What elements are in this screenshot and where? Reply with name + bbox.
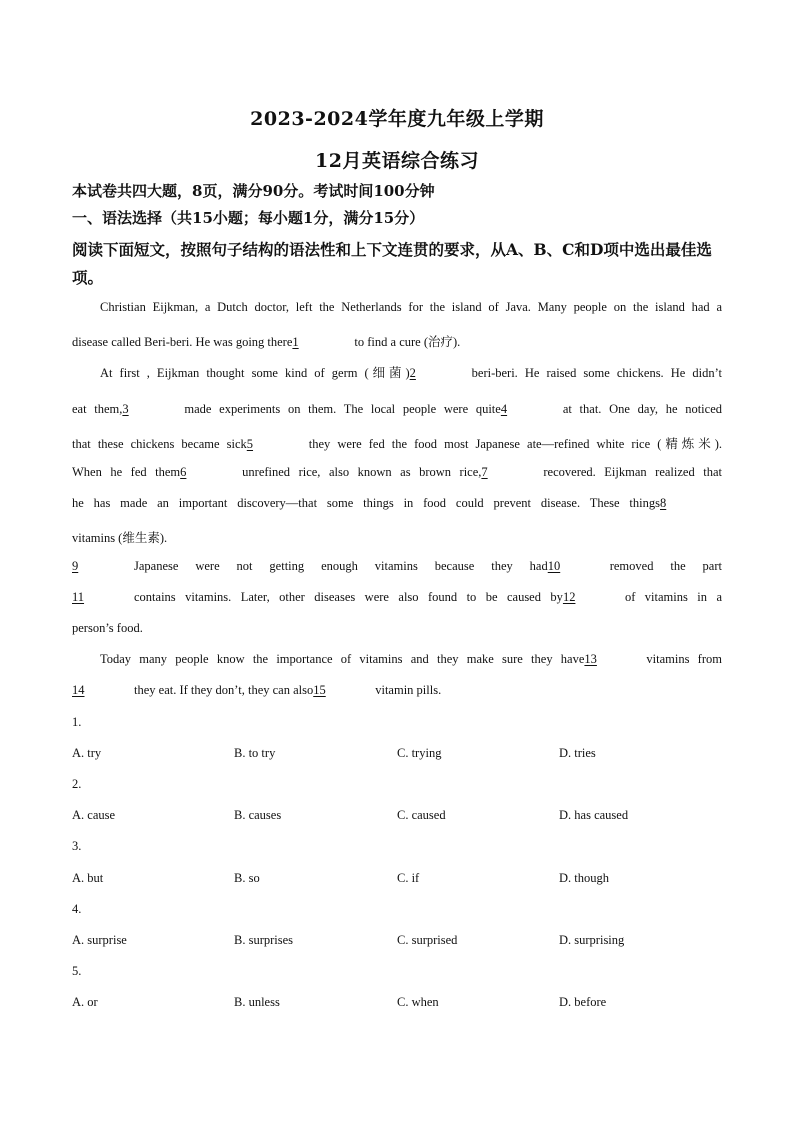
blank-6: 6 (180, 465, 187, 479)
question-4-option-a[interactable]: A. surprise (72, 933, 127, 947)
question-2-option-d[interactable]: D. has caused (559, 808, 629, 822)
blank-10: 10 (547, 559, 561, 573)
question-number: 3. (72, 839, 82, 853)
question-5-option-a[interactable]: A. or (72, 995, 98, 1009)
exam-info: 本试卷共四大题，8页，满分90分。考试时间100分钟 (72, 182, 435, 200)
passage-line: eat them,3 made experiments on them. The local people were quite4 at that. One day, he noticed (72, 402, 722, 416)
question-4-option-d[interactable]: D. surprising (559, 933, 625, 947)
question-number: 1. (72, 715, 82, 729)
question-3-option-d[interactable]: D. though (559, 871, 609, 885)
question-3-option-c[interactable]: C. if (397, 871, 420, 885)
passage-line: vitamins (维生素). (72, 531, 168, 545)
question-5-option-b[interactable]: B. unless (234, 995, 280, 1009)
blank-15: 15 (313, 683, 326, 697)
passage-line: 11 contains vitamins. Later, other diseases were also found to be caused by12 of vitamins in a (72, 590, 722, 604)
passage-line: person’s food. (72, 621, 143, 635)
question-2-option-a[interactable]: A. cause (72, 808, 116, 822)
question-number: 4. (72, 902, 82, 916)
blank-11: 11 (72, 590, 85, 604)
blank-9: 9 (72, 559, 79, 573)
passage-line: When he fed them6 unrefined rice, also known as brown rice,7 recovered. Eijkman realized that (72, 465, 722, 479)
question-4-option-c[interactable]: C. surprised (397, 933, 458, 947)
passage-line: 14 they eat. If they don’t, they can also15 vitamin pills. (72, 683, 442, 697)
question-1-option-b[interactable]: B. to try (234, 746, 276, 760)
blank-1: 1 (292, 335, 299, 349)
question-number: 2. (72, 777, 82, 791)
section-title: 一、语法选择（共15小题；每小题1分，满分15分） (72, 209, 425, 227)
passage-line: 9 Japanese were not getting enough vitamins because they had10 removed the part (72, 559, 722, 573)
passage-line: At first , Eijkman thought some kind of germ (细菌)2 beri-beri. He raised some chickens. He didn’t (100, 366, 723, 380)
question-5-option-c[interactable]: C. when (397, 995, 439, 1009)
passage-line: disease called Beri-beri. He was going there1 to find a cure (治疗). (72, 335, 461, 349)
blank-12: 12 (562, 590, 576, 604)
exam-title: 2023-2024学年度九年级上学期 (250, 108, 544, 130)
passage-line: Today many people know the importance of vitamins and they make sure they have13 vitamins from (100, 652, 722, 666)
question-4-option-b[interactable]: B. surprises (234, 933, 294, 947)
blank-4: 4 (500, 402, 508, 416)
question-2-option-c[interactable]: C. caused (397, 808, 446, 822)
blank-7: 7 (481, 465, 488, 479)
blank-8: 8 (660, 496, 667, 510)
question-3-option-b[interactable]: B. so (234, 871, 260, 885)
blank-3: 3 (122, 402, 129, 416)
passage-line: that these chickens became sick5 they were fed the food most Japanese ate—refined white rice (精炼米). (72, 437, 722, 451)
passage-line: he has made an important discovery—that some things in food could prevent disease. These things8 (72, 496, 722, 511)
question-number: 5. (72, 964, 82, 978)
blank-14: 14 (72, 683, 85, 697)
question-1-option-d[interactable]: D. tries (559, 746, 596, 760)
question-3-option-a[interactable]: A. but (72, 871, 104, 885)
question-1-option-a[interactable]: A. try (72, 746, 102, 760)
passage-line: Christian Eijkman, a Dutch doctor, left the Netherlands for the island of Java. Many people on the island had a (100, 300, 722, 314)
blank-2: 2 (409, 366, 416, 380)
exam-subtitle: 12月英语综合练习 (315, 150, 479, 172)
section-instructions: 阅读下面短文，按照句子结构的语法性和上下文连贯的要求，从A、B、C和D项中选出最佳选项。 (72, 240, 712, 287)
question-5-option-d[interactable]: D. before (559, 995, 607, 1009)
blank-13: 13 (584, 652, 597, 666)
question-1-option-c[interactable]: C. trying (397, 746, 442, 760)
blank-5: 5 (246, 437, 254, 451)
question-2-option-b[interactable]: B. causes (234, 808, 282, 822)
